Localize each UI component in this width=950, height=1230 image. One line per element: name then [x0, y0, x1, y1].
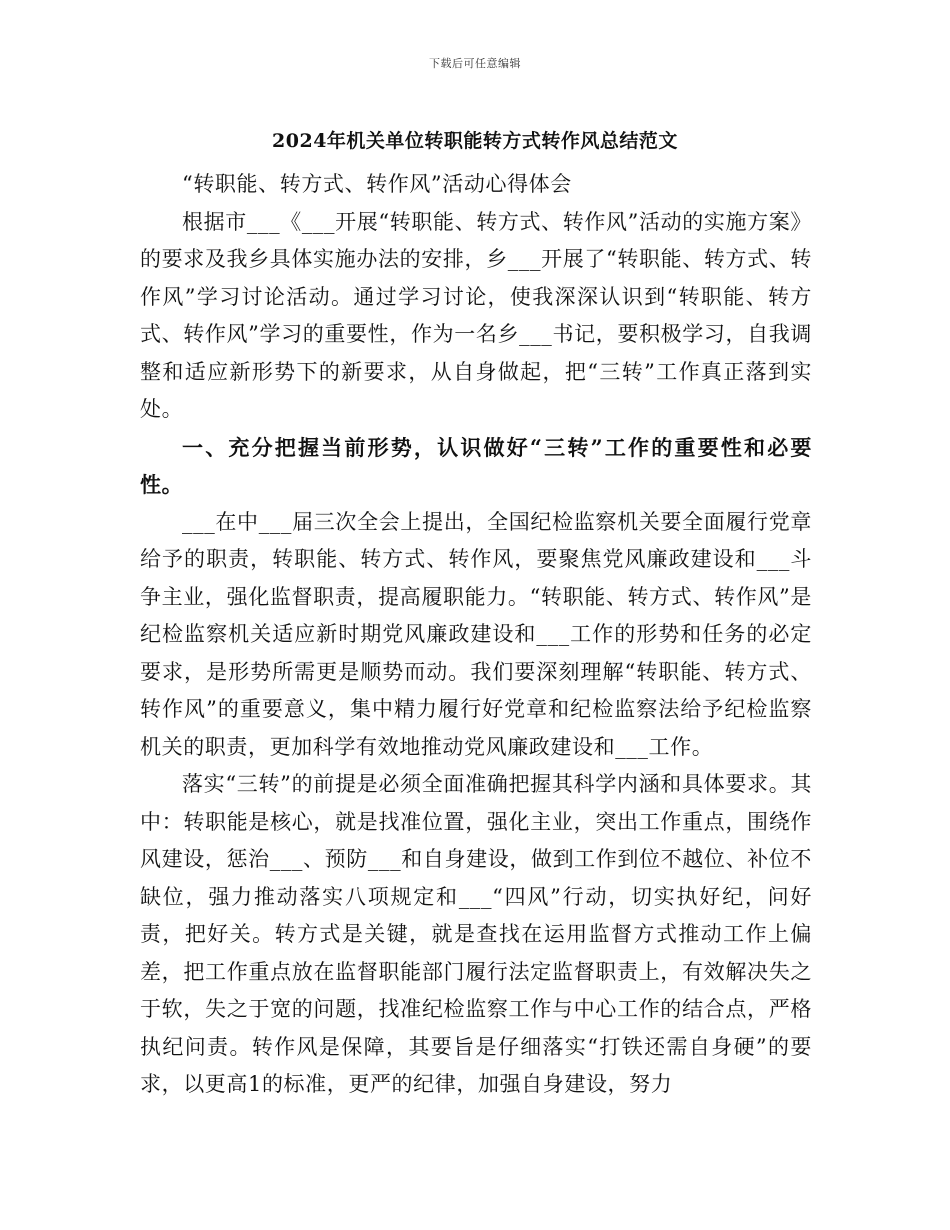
header-note: 下载后可任意编辑	[429, 57, 521, 70]
intro-paragraph: 根据市___《___开展“转职能、转方式、转作风”活动的实施方案》的要求及我乡具体实施办法的安排，乡___开展了“转职能、转方式、转作风”学习讨论活动。通过学习讨论，使我深深认识到“转职能、转方式、转作风”学习的重要性，作为一名乡___书记，要积极学习，自我调整和适应新形势下的新要求，从自身做起，把“三转”工作真正落到实处。	[140, 209, 812, 421]
document-title: 2024年机关单位转职能转方式转作风总结范文	[272, 130, 678, 152]
section-heading: 一、充分把握当前形势，认识做好“三转”工作的重要性和必要性。	[140, 434, 812, 497]
body-paragraph: ___在中___届三次全会上提出，全国纪检监察机关要全面履行党章给予的职责，转职能、转方式、转作风，要聚焦党风廉政建设和___斗争主业，强化监督职责，提高履职能力。“转职能、转方式、转作风”是纪检监察机关适应新时期党风廉政建设和___工作的形势和任务的必定要求，是形势所需更是顺势而动。我们要深刻理解“转职能、转方式、转作风”的重要意义，集中精力履行好党章和纪检监察法给予纪检监察机关的职责，更加科学有效地推动党风廉政建设和___工作。	[140, 509, 812, 759]
body-paragraph: 落实“三转”的前提是必须全面准确把握其科学内涵和具体要求。其中：转职能是核心，就是找准位置，强化主业，突出工作重点，围绕作风建设，惩治___、预防___和自身建设，做到工作到位不越位、补位不缺位，强力推动落实八项规定和___“四风”行动，切实执好纪，问好责，把好关。转方式是关键，就是查找在运用监督方式推动工作上偏差，把工作重点放在监督职能部门履行法定监督职责上，有效解决失之于软，失之于宽的问题，找准纪检监察工作与中心工作的结合点，严格执纪问责。转作风是保障，其要旨是仔细落实“打铁还需自身硬”的要求，以更高1的标准，更严的纪律，加强自身建设，努力	[140, 772, 812, 1096]
document-body	[140, 166, 812, 1104]
subtitle-paragraph: “转职能、转方式、转作风”活动心得体会	[182, 172, 572, 196]
